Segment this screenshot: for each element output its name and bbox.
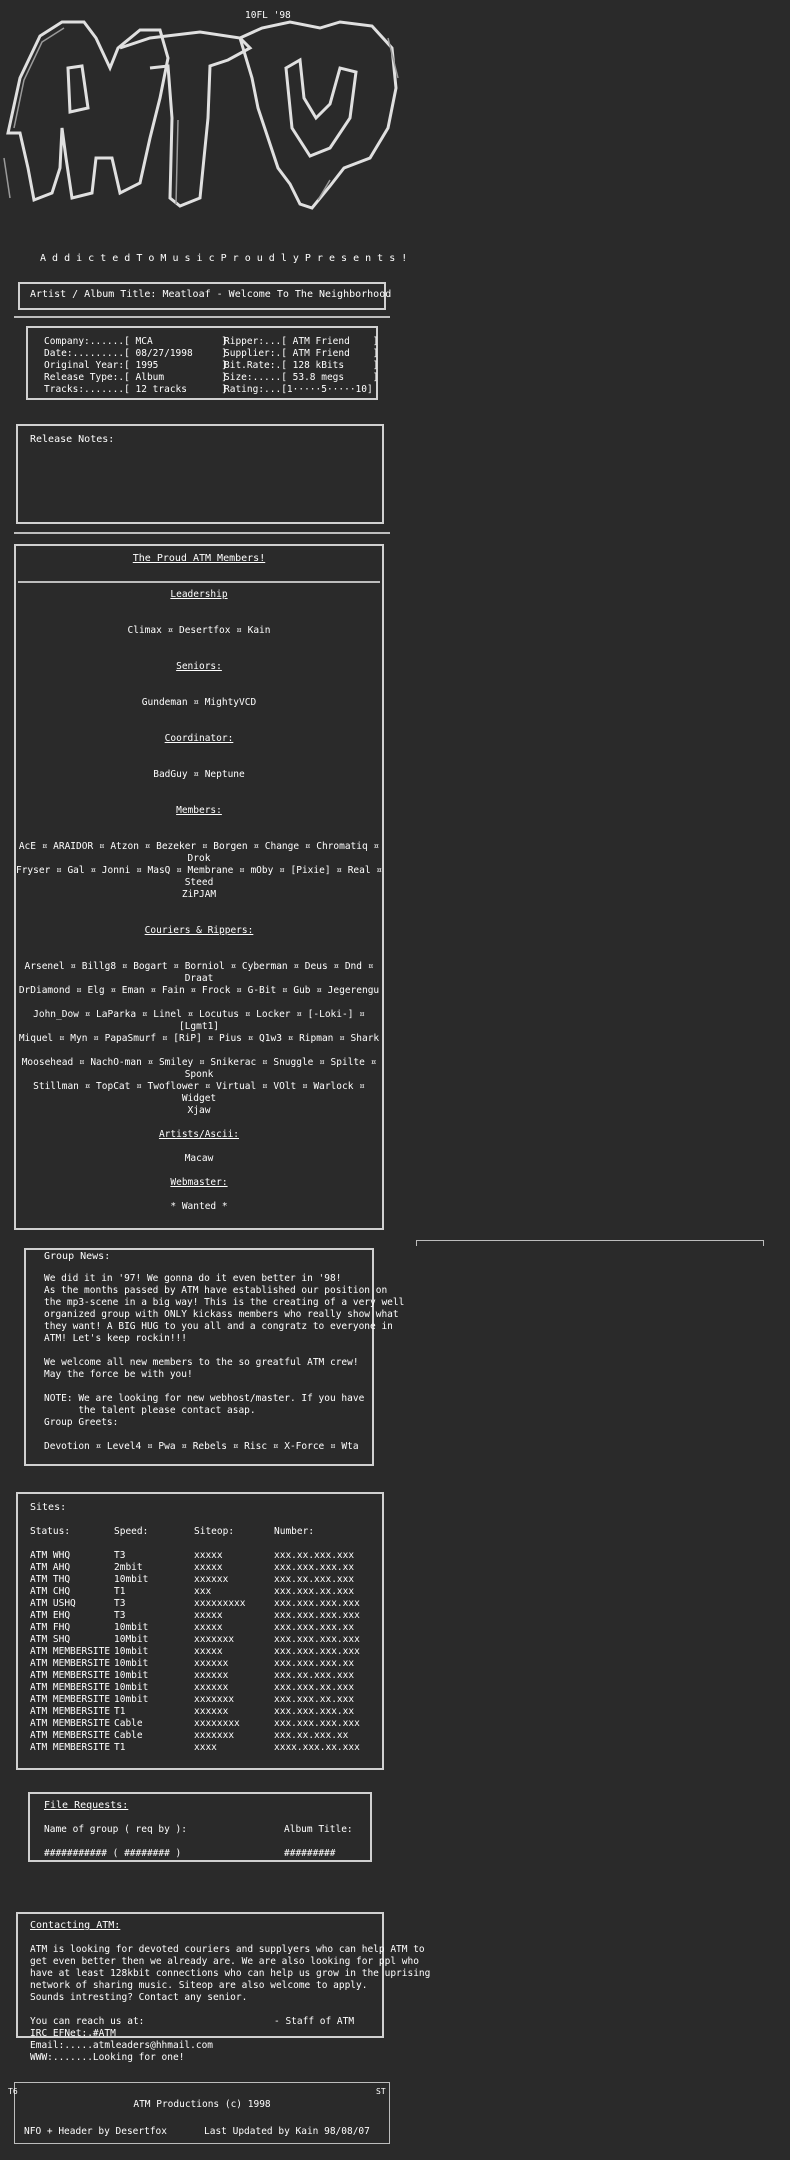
couriers-line: Arsenel ¤ Billg8 ¤ Bogart ¤ Borniol ¤ Cyberman ¤ Deus ¤ Dnd ¤ Draat: [24, 961, 374, 984]
site-status: ATM CHQ: [30, 1586, 71, 1597]
site-siteop: xxxxxx: [194, 1682, 229, 1693]
site-row: [30, 1562, 380, 1574]
site-speed: 10mbit: [114, 1670, 149, 1681]
info-date: Date:.........[ 08/27/1998 ]: [44, 348, 228, 359]
site-speed: T1: [114, 1586, 126, 1597]
site-row: [30, 1694, 380, 1706]
info-type: Release Type:.[ Album ]: [44, 372, 228, 383]
site-status: ATM WHQ: [30, 1550, 71, 1561]
site-siteop: xxxxxxxxx: [194, 1598, 246, 1609]
site-siteop: xxxxxxx: [194, 1694, 235, 1705]
site-number: xxx.xxx.xx.xxx: [274, 1682, 355, 1693]
site-siteop: xxxxxx: [194, 1670, 229, 1681]
sites-header-number: Number:: [274, 1526, 315, 1537]
site-row: [30, 1730, 380, 1742]
couriers-line: Stillman ¤ TopCat ¤ Twoflower ¤ Virtual ¤ VOlt ¤ Warlock ¤ Widget: [33, 1081, 365, 1104]
site-number: xxx.xx.xxx.xxx: [274, 1550, 355, 1561]
site-siteop: xxx: [194, 1586, 212, 1597]
info-rating: Rating:...[1·····5·····10]: [224, 384, 373, 395]
site-speed: 10mbit: [114, 1574, 149, 1585]
couriers-line: Xjaw: [187, 1105, 211, 1116]
site-row: [30, 1670, 380, 1682]
frame-line: [14, 532, 390, 534]
release-notes-label: Release Notes:: [30, 434, 115, 445]
site-status: ATM MEMBERSITE: [30, 1718, 111, 1729]
sites-label: Sites:: [30, 1502, 67, 1513]
site-row: [30, 1634, 380, 1646]
members-line: ZiPJAM: [181, 889, 217, 900]
members-line: AcE ¤ ARAIDOR ¤ Atzon ¤ Bezeker ¤ Borgen ¤ Change ¤ Chromatiq ¤ Drok: [18, 841, 380, 864]
contact-www: WWW:.......Looking for one!: [30, 2052, 185, 2063]
contact-email: Email:.....atmleaders@hhmail.com: [30, 2040, 214, 2051]
info-ripper: Ripper:...[ ATM Friend ]: [224, 336, 379, 347]
artists-label: Artists/Ascii:: [158, 1129, 240, 1140]
site-siteop: xxxxxxxx: [194, 1718, 240, 1729]
file-requests-val-right: #########: [284, 1848, 336, 1859]
info-bitrate: Bit.Rate:.[ 128 kBits ]: [224, 360, 379, 371]
site-siteop: xxxxx: [194, 1622, 223, 1633]
site-status: ATM MEMBERSITE: [30, 1658, 111, 1669]
site-status: ATM FHQ: [30, 1622, 71, 1633]
file-requests-label: File Requests:: [44, 1800, 129, 1811]
site-number: xxx.xxx.xxx.xxx: [274, 1634, 360, 1645]
info-year: Original Year:[ 1995 ]: [44, 360, 228, 371]
leadership-label: Leadership: [170, 589, 228, 600]
file-requests-col-right: Album Title:: [284, 1824, 353, 1835]
site-number: xxx.xxx.xxx.xxx: [274, 1646, 360, 1657]
site-status: ATM THQ: [30, 1574, 71, 1585]
site-row: [30, 1622, 380, 1634]
site-siteop: xxxxx: [194, 1610, 223, 1621]
site-speed: 10mbit: [114, 1694, 149, 1705]
site-row: [30, 1742, 380, 1754]
site-row: [30, 1658, 380, 1670]
site-siteop: xxxxx: [194, 1550, 223, 1561]
members-header-line: [18, 581, 380, 583]
site-speed: T3: [114, 1550, 126, 1561]
sites-header-speed: Speed:: [114, 1526, 149, 1537]
couriers-line: Moosehead ¤ NachO-man ¤ Smiley ¤ Snikerac ¤ Snuggle ¤ Spilte ¤ Sponk: [21, 1057, 377, 1080]
coordinator-list: BadGuy ¤ Neptune: [153, 769, 245, 780]
site-speed: 10mbit: [114, 1682, 149, 1693]
group-tag: 10FL '98: [245, 10, 291, 21]
site-status: ATM MEMBERSITE: [30, 1682, 111, 1693]
site-siteop: xxxxxx: [194, 1706, 229, 1717]
site-row: [30, 1682, 380, 1694]
coordinator-label: Coordinator:: [164, 733, 234, 744]
site-row: [30, 1646, 380, 1658]
site-row: [30, 1586, 380, 1598]
contact-body: ATM is looking for devoted couriers and supplyers who can help ATM to get even better then we already are. We are also looking for ppl who have at least 128kbit connections who can help us grow in the uprising network of sharing music. Siteop are also welcome to apply. Sounds intresting? Contact any senior.: [30, 1944, 431, 2003]
site-status: ATM MEMBERSITE: [30, 1670, 111, 1681]
site-number: xxx.xxx.xxx.xxx: [274, 1610, 360, 1621]
couriers-line: Miquel ¤ Myn ¤ PapaSmurf ¤ [RiP] ¤ Pius ¤ Q1w3 ¤ Ripman ¤ Shark: [18, 1033, 380, 1044]
site-row: [30, 1550, 380, 1562]
site-number: xxx.xx.xxx.xxx: [274, 1574, 355, 1585]
site-number: xxx.xxx.xx.xxx: [274, 1586, 355, 1597]
contact-reach: You can reach us at:: [30, 2016, 145, 2027]
presents-line: A d d i c t e d T o M u s i c P r o u d l y P r e s e n t s !: [40, 253, 408, 264]
info-tracks: Tracks:.......[ 12 tracks ]: [44, 384, 228, 395]
sites-header-status: Status:: [30, 1526, 71, 1537]
members-title: The Proud ATM Members!: [132, 553, 266, 564]
info-size: Size:.....[ 53.8 megs ]: [224, 372, 379, 383]
site-number: xxxx.xxx.xx.xxx: [274, 1742, 360, 1753]
site-number: xxx.xx.xxx.xx: [274, 1730, 349, 1741]
site-siteop: xxxxx: [194, 1562, 223, 1573]
artists-list: Macaw: [184, 1153, 214, 1164]
atm-logo: [0, 8, 400, 223]
file-requests-col-left: Name of group ( req by ):: [44, 1824, 187, 1835]
footer-copyright: ATM Productions (c) 1998: [133, 2099, 271, 2110]
site-status: ATM MEMBERSITE: [30, 1646, 111, 1657]
site-number: xxx.xxx.xxx.xx: [274, 1562, 355, 1573]
members-label: Members:: [176, 805, 222, 816]
site-siteop: xxxxxx: [194, 1574, 229, 1585]
site-row: [30, 1574, 380, 1586]
footer-corner-left: T6: [8, 2087, 18, 2096]
webmaster-value: * Wanted *: [170, 1201, 228, 1212]
site-siteop: xxxxxxx: [194, 1634, 235, 1645]
footer-updated: Last Updated by Kain 98/08/07: [204, 2126, 370, 2137]
leadership-list: Climax ¤ Desertfox ¤ Kain: [127, 625, 271, 636]
info-right: [224, 336, 378, 396]
seniors-label: Seniors:: [176, 661, 222, 672]
couriers-line: John_Dow ¤ LaParka ¤ Linel ¤ Locutus ¤ Locker ¤ [-Loki-] ¤ [Lgmt1]: [33, 1009, 365, 1032]
footer-corner-right: ST: [376, 2087, 386, 2096]
site-row: [30, 1706, 380, 1718]
site-number: xxx.xxx.xx.xxx: [274, 1694, 355, 1705]
site-speed: T1: [114, 1742, 126, 1753]
frame-line: [14, 316, 390, 318]
site-status: ATM MEMBERSITE: [30, 1742, 111, 1753]
site-speed: 10mbit: [114, 1646, 149, 1657]
site-number: xxx.xxx.xxx.xx: [274, 1706, 355, 1717]
info-left: [44, 336, 227, 396]
contact-label: Contacting ATM:: [30, 1920, 121, 1931]
site-status: ATM EHQ: [30, 1610, 71, 1621]
site-speed: Cable: [114, 1730, 143, 1741]
site-number: xxx.xxx.xxx.xx: [274, 1658, 355, 1669]
seniors-list: Gundeman ¤ MightyVCD: [141, 697, 257, 708]
couriers-label: Couriers & Rippers:: [144, 925, 254, 936]
info-supplier: Supplier:.[ ATM Friend ]: [224, 348, 379, 359]
stray-line: [416, 1240, 764, 1246]
site-number: xxx.xxx.xxx.xx: [274, 1622, 355, 1633]
info-company: Company:......[ MCA ]: [44, 336, 228, 347]
members-line: Fryser ¤ Gal ¤ Jonni ¤ MasQ ¤ Membrane ¤ mOby ¤ [Pixie] ¤ Real ¤ Steed: [15, 865, 383, 888]
site-number: xxx.xxx.xxx.xxx: [274, 1718, 360, 1729]
site-row: [30, 1598, 380, 1610]
site-status: ATM USHQ: [30, 1598, 76, 1609]
site-row: [30, 1718, 380, 1730]
site-siteop: xxxxx: [194, 1646, 223, 1657]
group-news-label: Group News:: [44, 1251, 111, 1262]
sites-header-siteop: Siteop:: [194, 1526, 235, 1537]
site-siteop: xxxx: [194, 1742, 217, 1753]
site-status: ATM MEMBERSITE: [30, 1706, 111, 1717]
group-news-body: We did it in '97! We gonna do it even better in '98! As the months passed by ATM have established our position on the mp3-scene in a big way! This is the creating of a very well organized group with ONLY kickass members who really show what they want! A BIG HUG to you all and a congratz to everyone in ATM! Let's keep rockin!!! We welcome all new members to the so greatful ATM crew! May the force be with you! NOTE: We are looking for new webhost/master. If you have the talent please contact asap. Group Greets:: [44, 1273, 405, 1428]
site-status: ATM SHQ: [30, 1634, 71, 1645]
contact-irc: IRC EFNet:.#ATM: [30, 2028, 116, 2039]
site-number: xxx.xxx.xxx.xxx: [274, 1598, 360, 1609]
site-speed: Cable: [114, 1718, 143, 1729]
site-row: [30, 1610, 380, 1622]
webmaster-label: Webmaster:: [170, 1177, 228, 1188]
site-speed: 10mbit: [114, 1658, 149, 1669]
couriers-line: DrDiamond ¤ Elg ¤ Eman ¤ Fain ¤ Frock ¤ G-Bit ¤ Gub ¤ Jegerengu: [18, 985, 380, 996]
album-title: Artist / Album Title: Meatloaf - Welcome To The Neighborhood: [30, 289, 392, 300]
file-requests-val-left: ########### ( ######## ): [44, 1848, 182, 1859]
site-speed: 10Mbit: [114, 1634, 149, 1645]
site-status: ATM AHQ: [30, 1562, 71, 1573]
site-number: xxx.xx.xxx.xxx: [274, 1670, 355, 1681]
site-siteop: xxxxxxx: [194, 1730, 235, 1741]
site-speed: T3: [114, 1598, 126, 1609]
footer-credit: NFO + Header by Desertfox: [24, 2126, 167, 2137]
site-speed: T1: [114, 1706, 126, 1717]
site-speed: T3: [114, 1610, 126, 1621]
group-greets: Devotion ¤ Level4 ¤ Pwa ¤ Rebels ¤ Risc ¤ X-Force ¤ Wta: [44, 1441, 359, 1452]
site-speed: 10mbit: [114, 1622, 149, 1633]
site-speed: 2mbit: [114, 1562, 143, 1573]
site-siteop: xxxxxx: [194, 1658, 229, 1669]
contact-signature: - Staff of ATM: [274, 2016, 355, 2027]
site-status: ATM MEMBERSITE: [30, 1730, 111, 1741]
site-status: ATM MEMBERSITE: [30, 1694, 111, 1705]
